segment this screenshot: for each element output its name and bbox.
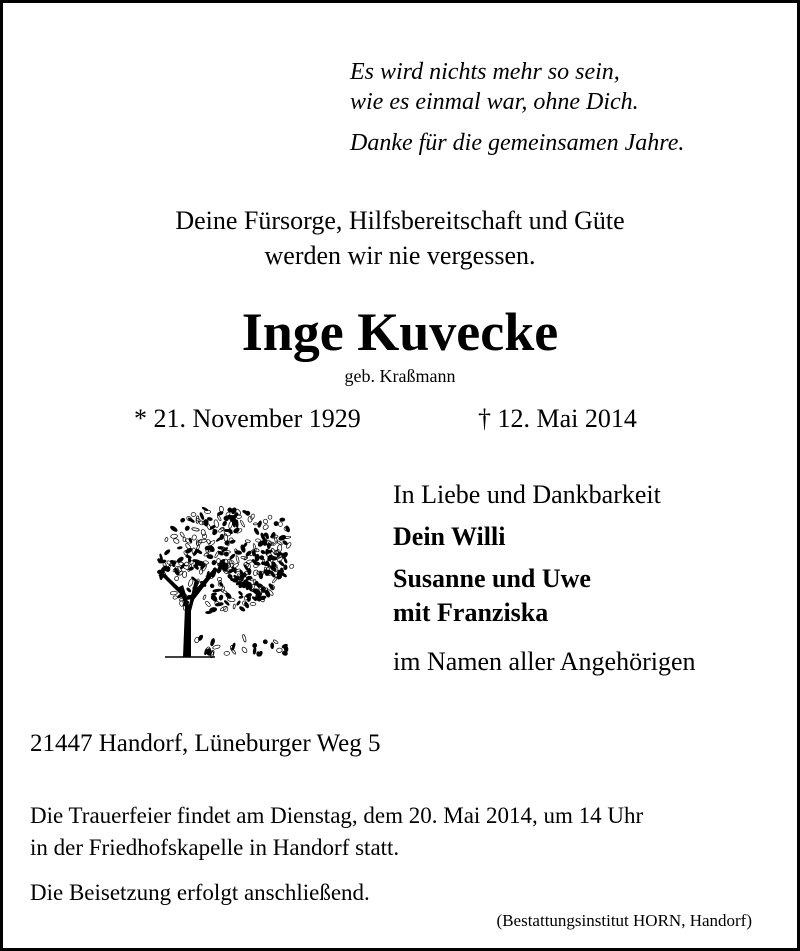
leaf [209, 583, 214, 588]
leaf [210, 638, 215, 646]
leaf [170, 560, 177, 565]
leaf [170, 525, 178, 532]
leaf [282, 553, 286, 559]
leaf [278, 560, 284, 566]
leaf [233, 604, 236, 609]
leaf [236, 600, 241, 605]
leaf [239, 595, 244, 598]
leaf [205, 600, 211, 607]
leaf [259, 571, 264, 579]
tree-leaves [157, 506, 295, 658]
leaf [192, 527, 200, 531]
leaf [218, 595, 223, 601]
funeral-home: (Bestattungsinstitut HORN, Handorf) [496, 911, 752, 930]
leaf [180, 531, 185, 537]
leaf [199, 569, 203, 575]
leaf [235, 550, 242, 555]
birth-date: * 21. November 1929 [134, 404, 361, 433]
leaf [227, 597, 235, 602]
birth-name: geb. Kraßmann [344, 366, 456, 386]
leaf [171, 534, 178, 539]
leaf [206, 611, 212, 614]
leaf [252, 643, 258, 649]
leaf [193, 559, 200, 563]
leaf [225, 592, 232, 600]
leaf [262, 524, 269, 531]
leaf [191, 534, 197, 540]
intro-line-2: werden wir nie vergessen. [264, 241, 536, 270]
poem-line-2: wie es einmal war, ohne Dich. [350, 89, 639, 115]
leaf [211, 595, 215, 599]
leaf [284, 565, 287, 570]
leaf [177, 546, 182, 549]
leaf [238, 591, 243, 596]
leaf [164, 537, 168, 542]
leaf [268, 515, 272, 519]
leaf [216, 558, 220, 563]
service-line-2: in der Friedhofskapelle in Handorf statt. [30, 835, 400, 860]
leaf [241, 646, 248, 653]
service-line-3: Die Beisetzung erfolgt anschließend. [30, 880, 370, 905]
leaf [199, 512, 204, 520]
leaf [201, 529, 206, 536]
leaf [223, 551, 229, 557]
leaf [262, 518, 268, 524]
leaf [229, 553, 235, 559]
leaf [224, 534, 228, 542]
poem-line-1: Es wird nichts mehr so sein, [350, 59, 620, 85]
leaf [278, 534, 286, 541]
leaf [267, 543, 270, 548]
leaf [191, 512, 196, 516]
poem-line-3: Danke für die gemeinsamen Jahre. [350, 130, 685, 156]
leaf [186, 587, 191, 592]
leaf [276, 648, 282, 653]
leaf [257, 520, 262, 527]
leaf [173, 538, 180, 545]
leaf [170, 591, 177, 595]
leaf [221, 586, 225, 592]
leaf [231, 643, 235, 651]
intro-line-1: Deine Fürsorge, Hilfsbereitschaft und Güte [175, 206, 625, 235]
leaf [179, 601, 184, 607]
leaf [212, 529, 218, 536]
leaf [159, 574, 166, 576]
leaf [244, 564, 250, 571]
leaf [242, 634, 247, 642]
leaf [274, 521, 279, 526]
leaf [198, 634, 204, 641]
leaf [202, 534, 207, 539]
leaf [164, 549, 171, 556]
leaf [260, 550, 265, 555]
tree-illustration [145, 487, 295, 667]
leaf [188, 566, 194, 571]
service-line-1: Die Trauerfeier findet am Dienstag, dem 20. Mai 2014, um 14 Uhr [30, 803, 644, 828]
leaf [253, 523, 257, 525]
mourners-line-1: In Liebe und Dankbarkeit [393, 480, 661, 509]
leaf [278, 522, 282, 527]
address: 21447 Handorf, Lüneburger Weg 5 [30, 730, 381, 757]
leaf [253, 647, 256, 654]
leaf [196, 516, 199, 524]
leaf [277, 544, 283, 552]
death-date: † 12. Mai 2014 [478, 404, 637, 433]
mourners-line-2: Dein Willi [393, 522, 506, 551]
leaf [180, 518, 186, 523]
leaf [240, 520, 245, 528]
leaf [173, 595, 178, 599]
leaf [174, 576, 180, 582]
leaf [253, 527, 259, 535]
leaf [280, 518, 285, 521]
leaf [177, 594, 182, 599]
leaf [206, 554, 213, 559]
leaf [203, 595, 207, 600]
leaf [188, 578, 194, 587]
leaf [236, 555, 240, 563]
leaf [252, 569, 259, 576]
mourners-line-5: im Namen aller Angehörigen [393, 647, 696, 676]
leaf [255, 554, 260, 561]
mourners-line-3: Susanne und Uwe [393, 564, 591, 593]
leaf [224, 651, 230, 655]
leaf [185, 547, 193, 554]
mourners-line-4: mit Franziska [393, 598, 549, 627]
leaf [268, 583, 274, 590]
leaf [211, 560, 216, 566]
leaf [222, 521, 227, 527]
leaf [184, 525, 190, 531]
leaf [182, 571, 187, 578]
leaf [289, 564, 295, 570]
leaf [213, 589, 221, 592]
leaf [217, 577, 222, 581]
leaf [250, 602, 256, 605]
leaf [245, 540, 250, 543]
leaf [185, 543, 192, 551]
leaf [246, 559, 252, 564]
leaf [262, 639, 268, 645]
leaf [284, 558, 288, 563]
leaf [239, 606, 246, 612]
leaf [271, 643, 274, 649]
deceased-name: Inge Kuvecke [241, 302, 559, 362]
